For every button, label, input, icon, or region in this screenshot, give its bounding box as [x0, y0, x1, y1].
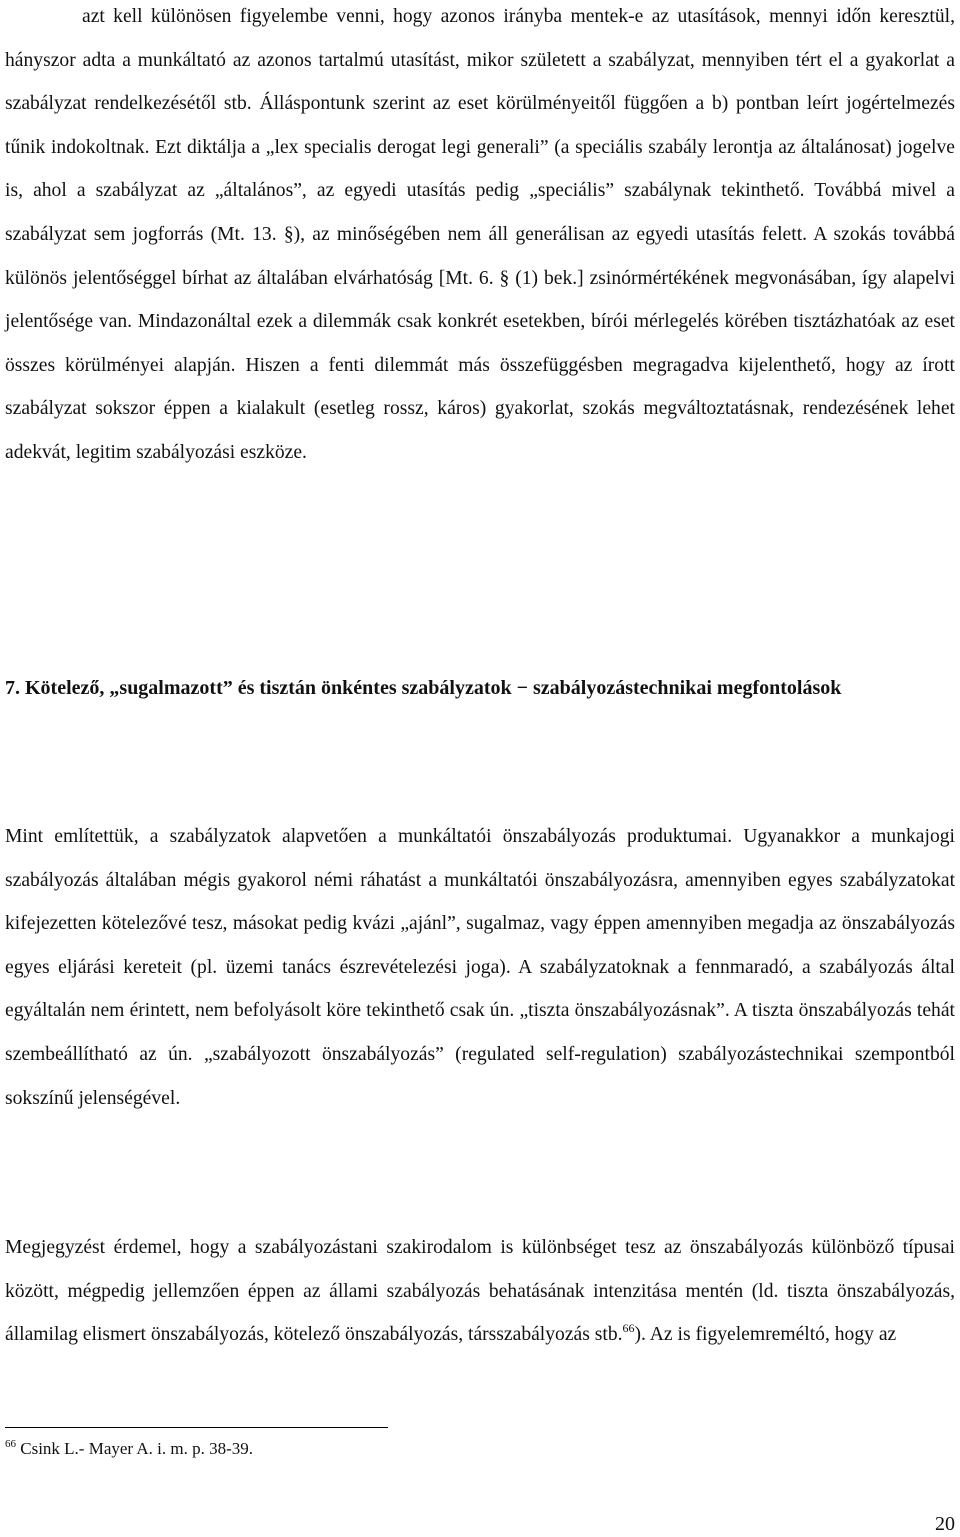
paragraph-2 [5, 815, 955, 1120]
text-line: nem áll generálisan az egyedi utasítás felett. A szokás továbbá különös jelentőséggel bírhat az [5, 223, 955, 289]
text-line: önszabályozás különböző típusai között, mégpedig jellemzően éppen az állami szabályozás [5, 1237, 955, 1302]
heading-line: 7. Kötelező, „sugalmazott” és tisztán önkéntes szabályzatok − szabályozástechnikai [5, 677, 712, 699]
text-line: körében tisztázhatóak az eset összes körülményei alapján. Hiszen a fenti dilemmát más [5, 311, 955, 376]
text-line: Ugyanakkor a munkajogi szabályozás általában mégis gyakorol némi ráhatást a munkáltatói [5, 826, 955, 891]
text-line: általánosat) jogelve is, ahol a szabályzat az „általános”, az egyedi utasítás pedig „speciális” [5, 136, 955, 202]
text-line: önszabályozás” (regulated self-regulation) szabályozástechnikai szempontból sokszínű [5, 1043, 955, 1109]
page-number: 20 [935, 1513, 955, 1535]
heading-line: megfontolások [716, 677, 842, 699]
text-line: jelenségével. [78, 1087, 181, 1109]
text-line: összefüggésben megragadva kijelenthető, hogy az írott szabályzat sokszor éppen a kialakult [5, 354, 955, 420]
text-line: legitim szabályozási eszköze. [75, 441, 307, 463]
text-line: kötelező önszabályozás, társszabályozás stb. [273, 1324, 623, 1346]
text-line: (esetleg rossz, káros) gyakorlat, szokás megváltoztatásnak, rendezésének lehet adekvát, [5, 398, 955, 463]
footnote-reference[interactable]: 66 [622, 1321, 635, 1336]
footnote-text: Csink L.- Mayer A. i. m. p. 38-39. [16, 1439, 254, 1458]
footnote [5, 1438, 253, 1460]
text-line: Álláspontunk szerint az eset körülményeitől függően a b) pontban leírt jogértelmezés tűnik [5, 93, 955, 158]
text-line: született a szabályzat, mennyiben tért el a gyakorlat a szabályzat rendelkezésétől stb. [5, 49, 955, 115]
text-line: szabályozás által egyáltalán nem érintett, nem befolyásolt köre tekinthető csak ún. „tiszta [5, 956, 955, 1022]
text-line: önszabályozásnak”. A tiszta önszabályozás tehát szembeállítható az ún. „szabályozott [5, 1000, 955, 1065]
text-line: általában elvárhatóság [Mt. 6. § (1) bek.] zsinórmértékének megvonásában, így alapelvi [257, 267, 955, 289]
text-line: Megjegyzést érdemel, hogy a szabályozástani szakirodalom is különbséget tesz az [5, 1237, 682, 1258]
text-line: azt kell különösen figyelembe venni, hogy azonos irányba mentek-e az utasítások, [82, 6, 761, 27]
text-line: jelentősége van. Mindazonáltal ezek a dilemmák csak konkrét esetekben, bírói mérlegelés [5, 311, 719, 333]
paragraph-1 [5, 0, 955, 475]
text-line: ). Az is figyelemreméltó, hogy az [634, 1324, 897, 1346]
text-line: Mint említettük, a szabályzatok alapvetően a munkáltatói önszabályozás produktumai. [5, 826, 733, 847]
text-line: indokoltnak. Ezt diktálja a „lex specialis derogat legi generali” (a speciális szabály lerontja az [50, 136, 796, 158]
text-line: szabálynak tekinthető. Továbbá mivel a szabályzat sem jogforrás (Mt. 13. §), az minőségében [5, 180, 955, 245]
footnote-separator [5, 1427, 388, 1428]
footnote-number: 66 [5, 1438, 16, 1450]
text-line: önszabályozásra, amennyiben egyes szabályzatokat kifejezetten kötelezővé tesz, másokat [5, 869, 956, 935]
text-line: eljárási kereteit (pl. üzemi tanács észrevételezési joga). A szabályzatoknak a fennmaradó, a [58, 956, 811, 978]
text-line: mennyi időn keresztül, hányszor adta a munkáltató az azonos tartalmú utasítást, mikor [5, 6, 955, 71]
text-line: behatásának intenzitása mentén (ld. tiszta önszabályozás, államilag elismert önszabályozás, [5, 1280, 955, 1346]
paragraph-3 [5, 1226, 955, 1357]
section-heading [5, 666, 955, 710]
text-line: pedig kvázi „ajánl”, sugalmaz, vagy éppen amennyiben megadja az önszabályozás egyes [5, 913, 955, 978]
